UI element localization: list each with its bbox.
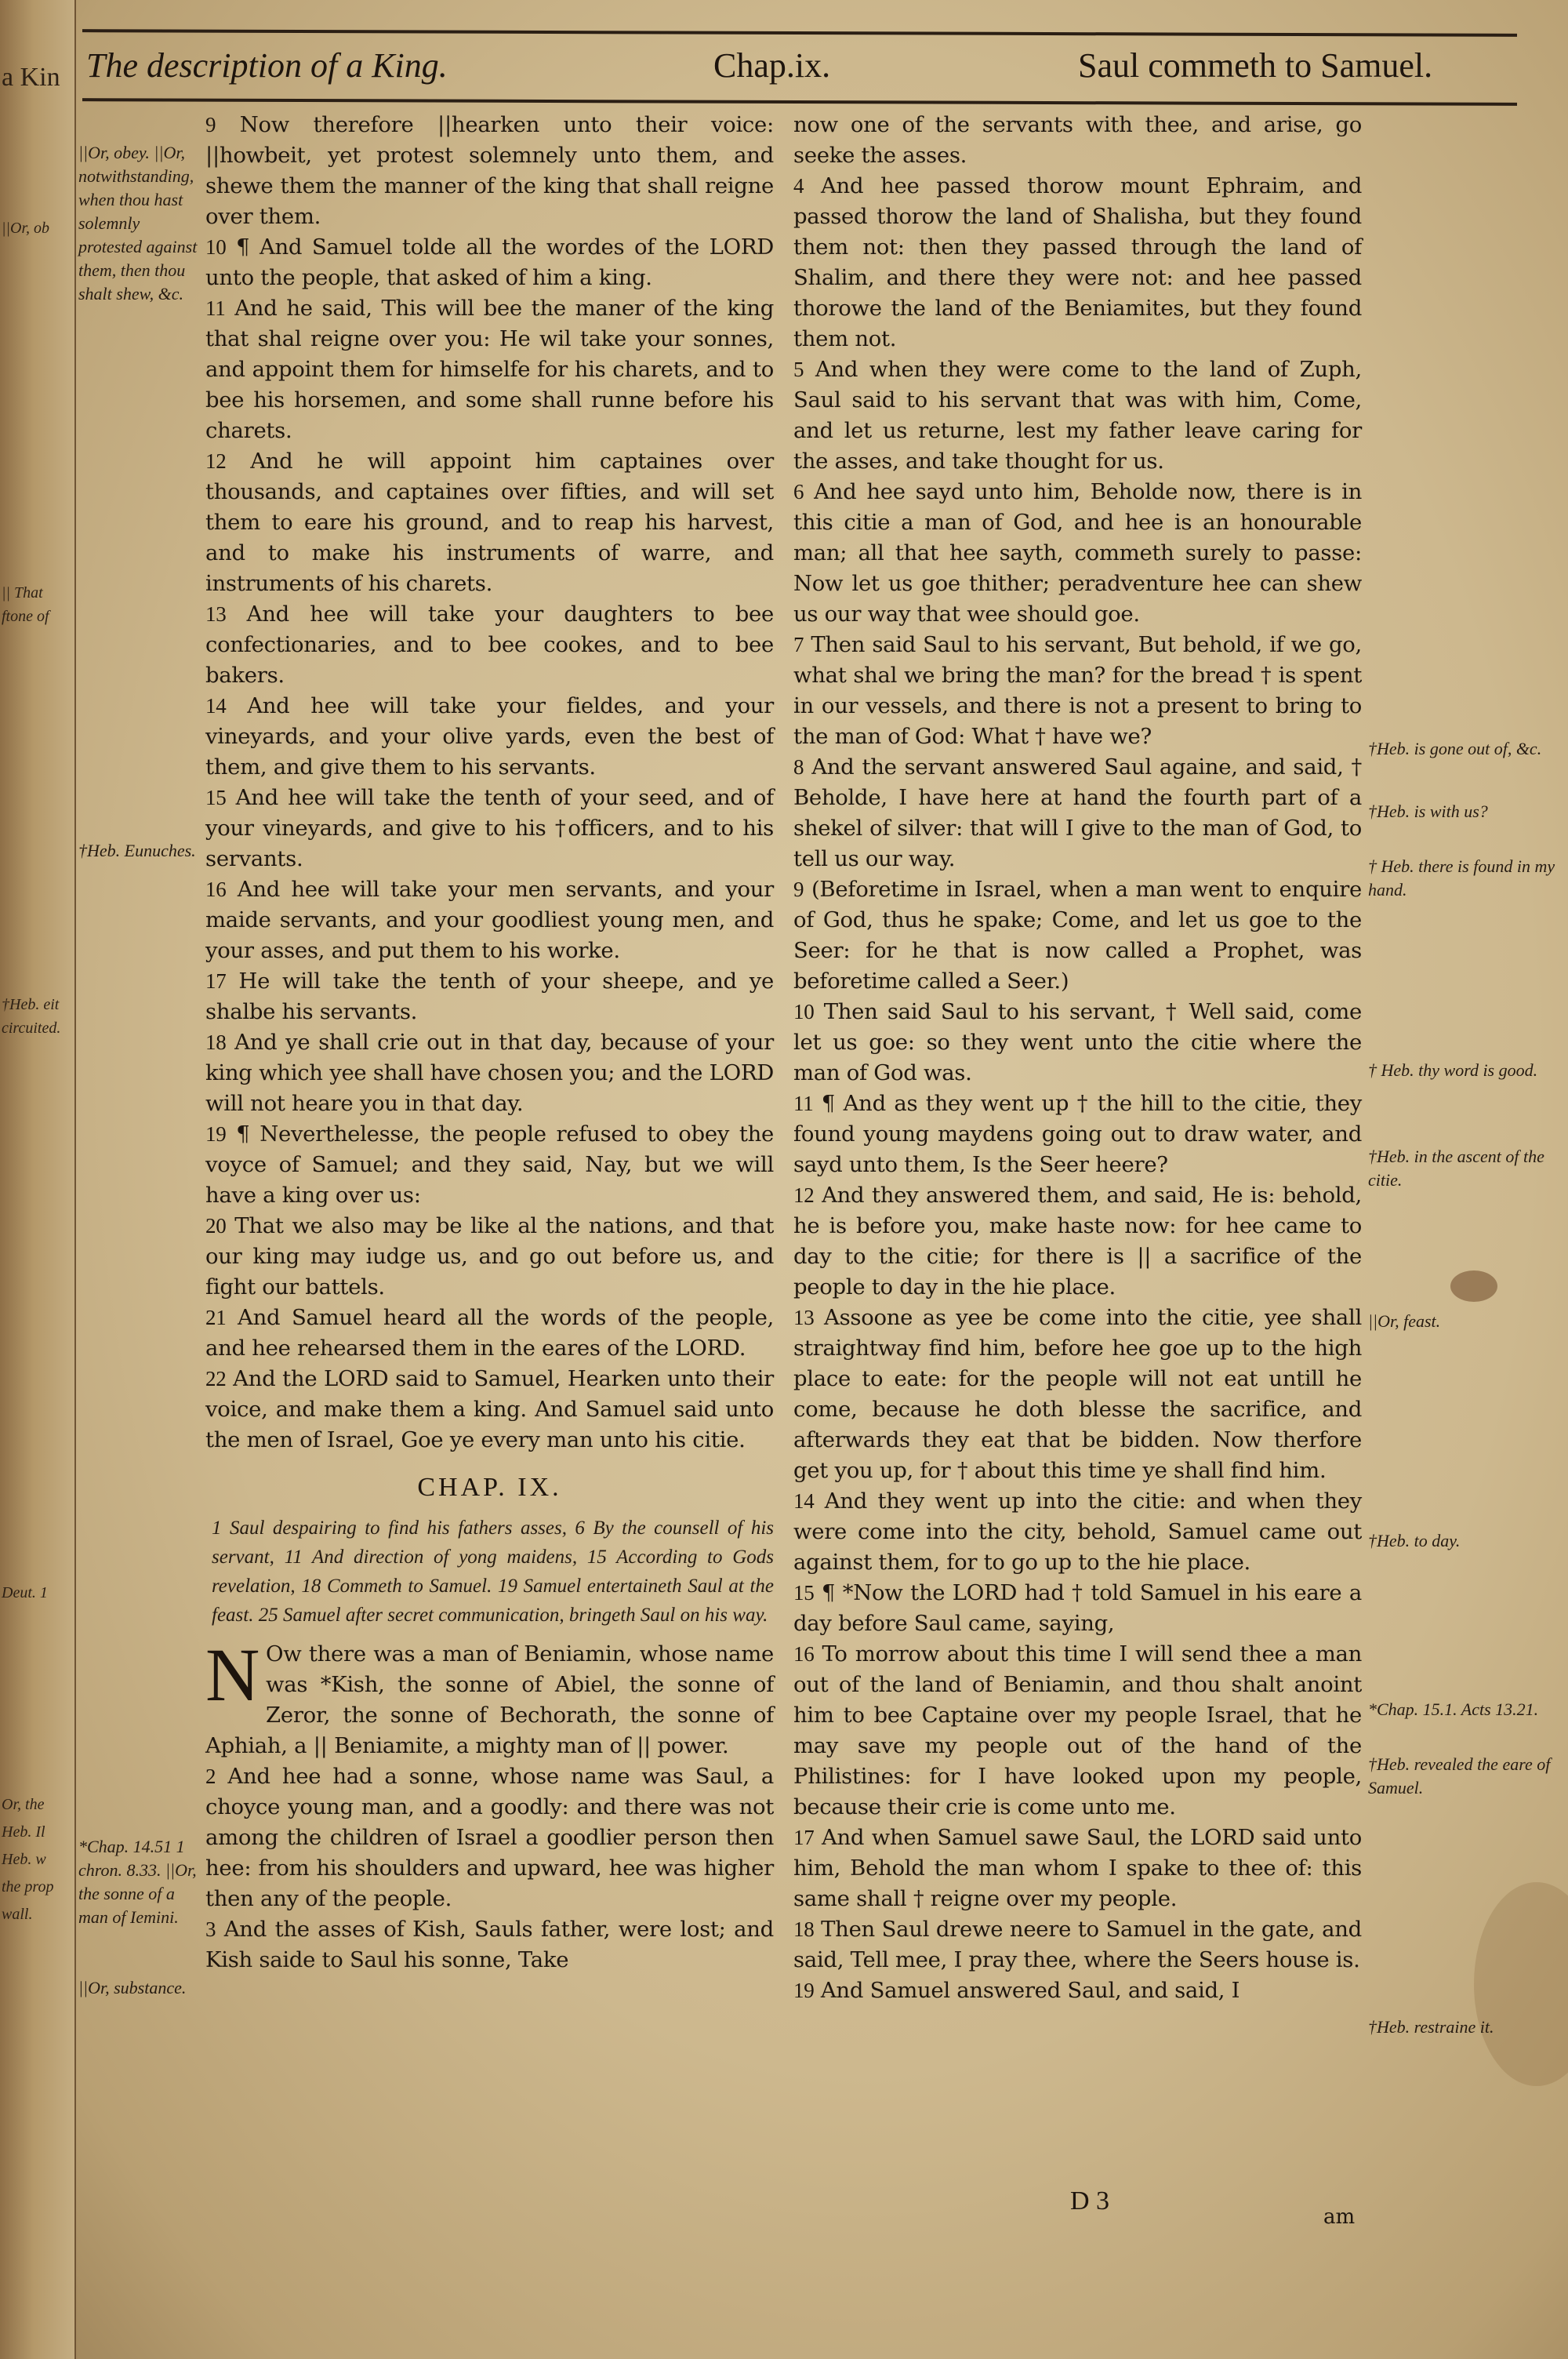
verse: 20 That we also may be like al the nations, and that our king may iudge us, and go out before us, and fight our battels.: [205, 1213, 774, 1299]
verse: 7 Then said Saul to his servant, But behold, if we go, what shal we bring the man? for the bread † is spent in our vessels, and there is not a present to bring to the man of God: What † have we?: [793, 632, 1362, 749]
verse: 6 And hee sayd unto him, Beholde now, there is in this citie a man of God, and hee is an honourable man; all that hee sayth, commeth surely to passe: Now let us goe thither; peradventure hee can shew us our way that wee should goe.: [793, 479, 1362, 627]
running-head-chapter: Chap.ix.: [713, 46, 831, 85]
edge-fragment: the prop: [2, 1878, 54, 1896]
edge-fragment: Heb. w: [2, 1851, 46, 1868]
chapter-opening: N Ow there was a man of Beniamin, whose name was *Kish, the sonne of Abiel, the sonne of Zeror, the sonne of Bechorath, the sonne of Aphiah, a || Beniamite, a mighty man of || power.: [205, 1633, 774, 1758]
drop-cap: N: [205, 1633, 260, 1717]
verse: 14 And they went up into the citie: and when they were come into the city, behold, Samuel came out against them, for to go up to the hie place.: [793, 1488, 1362, 1575]
verse: 8 And the servant answered Saul againe, and said, † Beholde, I have here at hand the fourth part of a shekel of silver: that will I give to the man of God, to tell us our way.: [793, 754, 1362, 871]
edge-fragment: wall.: [2, 1906, 33, 1923]
margin-note: † Heb. there is found in my hand.: [1368, 856, 1555, 900]
verse: 9 (Beforetime in Israel, when a man went to enquire of God, thus he spake; Come, and let us goe to the Seer: for he that is now called a Prophet, was beforetime called a Seer.): [793, 877, 1362, 994]
verse: 18 Then Saul drewe neere to Samuel in the gate, and said, Tell mee, I pray thee, where the Seers house is.: [793, 1917, 1362, 1972]
verse: 15 And hee will take the tenth of your seed, and of your vineyards, and give to his †officers, and to his servants.: [205, 785, 774, 871]
margin-note: †Heb. to day.: [1368, 1531, 1461, 1550]
edge-fragment: ftone of: [2, 608, 49, 625]
edge-fragment: ||Or, ob: [2, 220, 50, 237]
verse: 18 And ye shall crie out in that day, because of your king which yee shall have chosen you; and the LORD will not heare you in that day.: [205, 1030, 774, 1116]
verse: 19 ¶ Neverthelesse, the people refused to obey the voyce of Samuel; and they said, Nay, but we will have a king over us:: [205, 1121, 774, 1208]
verse: 10 Then said Saul to his servant, † Well said, come let us goe: so they went unto the citie where the man of God was.: [793, 999, 1362, 1085]
edge-running-head: a Kin: [2, 63, 60, 92]
margin-note: ||Or, substance.: [78, 1978, 187, 1997]
previous-page-edge: [0, 0, 76, 2359]
verse: 9 Now therefore ||hearken unto their voice: ||howbeit, yet protest solemnely unto them, and shewe them the manner of the king that shall reigne over them.: [205, 112, 774, 229]
verse: 14 And hee will take your fieldes, and your vineyards, and your olive yards, even the best of them, and give them to his servants.: [205, 693, 774, 780]
verse: 16 To morrow about this time I will send thee a man out of the land of Beniamin, and thou shalt anoint him to bee Captaine over my people Israel, that he may save my people out of the hand of the Philistines: for I have looked upon my people, because their crie is come unto me.: [793, 1641, 1362, 1819]
margin-note: ||Or, feast.: [1368, 1311, 1441, 1331]
header-rule-bottom: [82, 98, 1517, 106]
margin-note: †Heb. is with us?: [1368, 801, 1488, 821]
verse: 16 And hee will take your men servants, and your maide servants, and your goodliest young men, and your asses, and put them to his worke.: [205, 877, 774, 963]
verse: now one of the servants with thee, and arise, go seeke the asses.: [793, 112, 1362, 168]
verse: 11 And he said, This will bee the maner of the king that shal reigne over you: He wil take your sonnes, and appoint them for himselfe for his charets, and to bee his horsemen, and some shall runne before his charets.: [205, 296, 775, 443]
verse: 13 Assoone as yee be come into the citie, yee shall straightway find him, before hee goe up to the high place to eate: for the people will not eat untill he come, because he doth blesse the sacrifice, and afterwards they eat that be bidden. Now therfore get you up, for † about this time ye shall find him.: [793, 1305, 1362, 1483]
verse: 17 And when Samuel sawe Saul, the LORD said unto him, Behold the man whom I spake to thee of: this same shall † reigne over my people.: [793, 1825, 1362, 1911]
edge-fragment: Or, the: [2, 1796, 45, 1813]
signature-mark: D 3: [1070, 2186, 1110, 2215]
verse: 22 And the LORD said to Samuel, Hearken unto their voice, and make them a king. And Samuel said unto the men of Israel, Goe ye every man unto his citie.: [205, 1366, 774, 1452]
edge-fragment: Heb. Il: [2, 1823, 45, 1841]
verse: 4 And hee passed thorow mount Ephraim, and passed thorow the land of Shalisha, but they found them not: then they passed through the land of Shalim, and there they were not: and hee passed thorowe the land of the Beniamites, but they found them not.: [793, 173, 1362, 351]
edge-fragment: || That: [2, 584, 43, 602]
edge-fragment: †Heb. eit: [2, 996, 60, 1013]
verse: 19 And Samuel answered Saul, and said, I: [793, 1978, 1240, 2003]
margin-note: †Heb. revealed the eare of Samuel.: [1368, 1754, 1551, 1797]
verse: 5 And when they were come to the land of Zuph, Saul said to his servant that was with him, Come, and let us returne, lest my father leave caring for the asses, and take thought for us.: [793, 357, 1362, 474]
left-text-column: [205, 110, 774, 1976]
verse: 12 And he will appoint him captaines over thousands, and captaines over fifties, and will set them to eare his ground, and to reap his harvest, and to make his instruments of warre, and instruments of his charets.: [205, 449, 774, 596]
verse: 15 ¶ *Now the LORD had † told Samuel in his eare a day before Saul came, saying,: [793, 1580, 1362, 1636]
verse: 13 And hee will take your daughters to bee confectionaries, and to bee cookes, and to bee bakers.: [205, 602, 774, 688]
header-rule-top: [82, 29, 1517, 37]
verse: 10 ¶ And Samuel tolde all the wordes of the LORD unto the people, that asked of him a king.: [205, 234, 774, 290]
edge-fragment: circuited.: [2, 1020, 61, 1037]
margin-note: ||Or, obey. ||Or, notwithstanding, when thou hast solemnly protested against them, then thou shalt shew, &c.: [78, 143, 198, 304]
running-head-right: Saul commeth to Samuel.: [1078, 46, 1433, 85]
margin-note: †Heb. is gone out of, &c.: [1368, 739, 1542, 758]
chapter-heading: CHAP. IX.: [417, 1473, 562, 1502]
verse: 2 And hee had a sonne, whose name was Saul, a choyce young man, and a goodly: and there was not among the children of Israel a goodlier person then hee: from his shoulders and upward, hee was higher then any of the people.: [205, 1764, 774, 1911]
margin-note: † Heb. thy word is good.: [1368, 1060, 1538, 1080]
verse: 11 ¶ And as they went up † the hill to the citie, they found young maydens going out to draw water, and sayd unto them, Is the Seer heere?: [793, 1091, 1362, 1177]
margin-note: *Chap. 15.1. Acts 13.21.: [1368, 1699, 1539, 1719]
running-head-left: The description of a King.: [86, 46, 448, 85]
verse: 3 And the asses of Kish, Sauls father, were lost; and Kish saide to Saul his sonne, Take: [205, 1917, 774, 1972]
margin-note: †Heb. in the ascent of the citie.: [1368, 1147, 1544, 1190]
margin-note: †Heb. Eunuches.: [78, 841, 196, 860]
edge-fragment: Deut. 1: [2, 1584, 48, 1601]
page-stain: [1450, 1270, 1497, 1302]
margin-note: *Chap. 14.51 1 chron. 8.33. ||Or, the sonne of a man of Iemini.: [78, 1837, 197, 1927]
verse: 12 And they answered them, and said, He is: behold, he is before you, make haste now: for hee came to day to the citie; for there is || a sacrifice of the people to day in the hie place.: [793, 1183, 1362, 1299]
verse: 17 He will take the tenth of your sheepe, and ye shalbe his servants.: [205, 969, 774, 1024]
margin-note: †Heb. restraine it.: [1368, 2017, 1494, 2037]
catchword: am: [1323, 2205, 1356, 2229]
verse: 21 And Samuel heard all the words of the people, and hee rehearsed them in the eares of the LORD.: [205, 1305, 774, 1361]
page-stain: [1474, 1882, 1568, 2086]
right-text-column: [793, 110, 1362, 2006]
chapter-summary: 1 Saul despairing to find his fathers asses, 6 By the counsell of his servant, 11 And direction of yong maidens, 15 According to Gods revelation, 18 Commeth to Samuel. 19 Samuel entertaineth Saul at the feast. 25 Samuel after secret communication, bringeth Saul on his way.: [212, 1518, 774, 1626]
